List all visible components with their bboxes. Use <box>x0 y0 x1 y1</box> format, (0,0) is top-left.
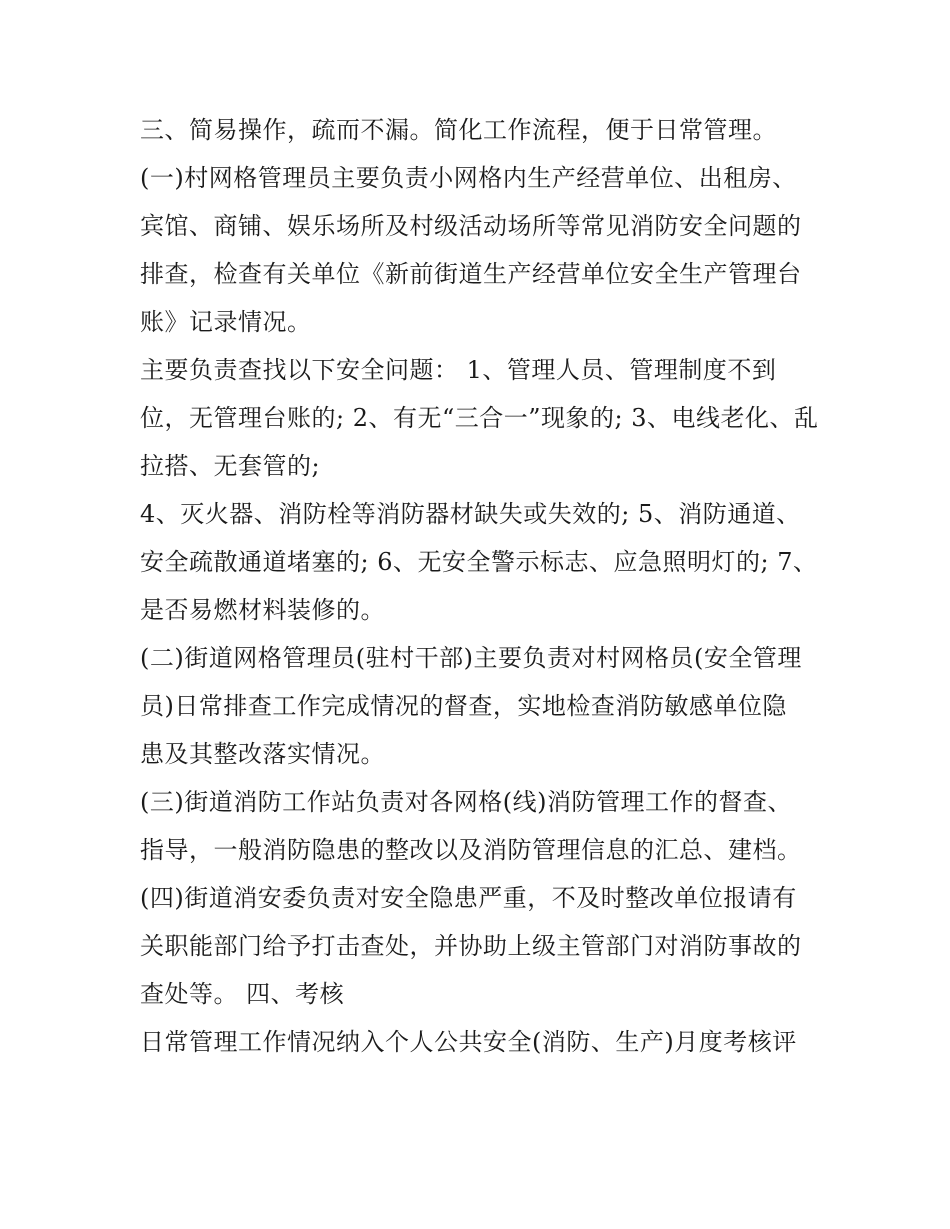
text-line: 宾馆、商铺、娱乐场所及村级活动场所等常见消防安全问题的 <box>140 212 802 240</box>
document-body <box>140 106 820 1066</box>
text-line: (二)街道网格管理员(驻村干部)主要负责对村网格员(安全管理 <box>140 644 802 672</box>
text-line: 账》记录情况。 <box>140 308 312 336</box>
text-line: 查处等。 四、考核 <box>140 980 345 1008</box>
text-line: 4、灭火器、消防栓等消防器材缺失或失效的; 5、消防通道、 <box>140 500 801 528</box>
text-line: 拉搭、无套管的; <box>140 452 321 480</box>
text-line: 关职能部门给予打击查处，并协助上级主管部门对消防事故的 <box>140 932 802 960</box>
text-line: 患及其整改落实情况。 <box>140 740 385 768</box>
text-line: 员)日常排查工作完成情况的督查，实地检查消防敏感单位隐 <box>140 692 787 720</box>
text-line: 是否易燃材料装修的。 <box>140 596 385 624</box>
text-line: 排查，检查有关单位《新前街道生产经营单位安全生产管理台 <box>140 260 802 288</box>
text-line: (三)街道消防工作站负责对各网格(线)消防管理工作的督查、 <box>140 788 792 816</box>
text-line: 指导，一般消防隐患的整改以及消防管理信息的汇总、建档。 <box>140 836 802 864</box>
text-line: (一)村网格管理员主要负责小网格内生产经营单位、出租房、 <box>140 164 797 192</box>
text-line: 安全疏散通道堵塞的; 6、无安全警示标志、应急照明灯的; 7、 <box>140 548 818 576</box>
text-line: 三、简易操作，疏而不漏。简化工作流程，便于日常管理。 <box>140 116 777 144</box>
text-line: (四)街道消安委负责对安全隐患严重，不及时整改单位报请有 <box>140 884 797 912</box>
text-line: 主要负责查找以下安全问题： 1、管理人员、管理制度不到 <box>140 356 777 384</box>
text-line: 位，无管理台账的; 2、有无“三合一”现象的; 3、电线老化、乱 <box>140 404 819 432</box>
text-line: 日常管理工作情况纳入个人公共安全(消防、生产)月度考核评 <box>140 1028 797 1056</box>
